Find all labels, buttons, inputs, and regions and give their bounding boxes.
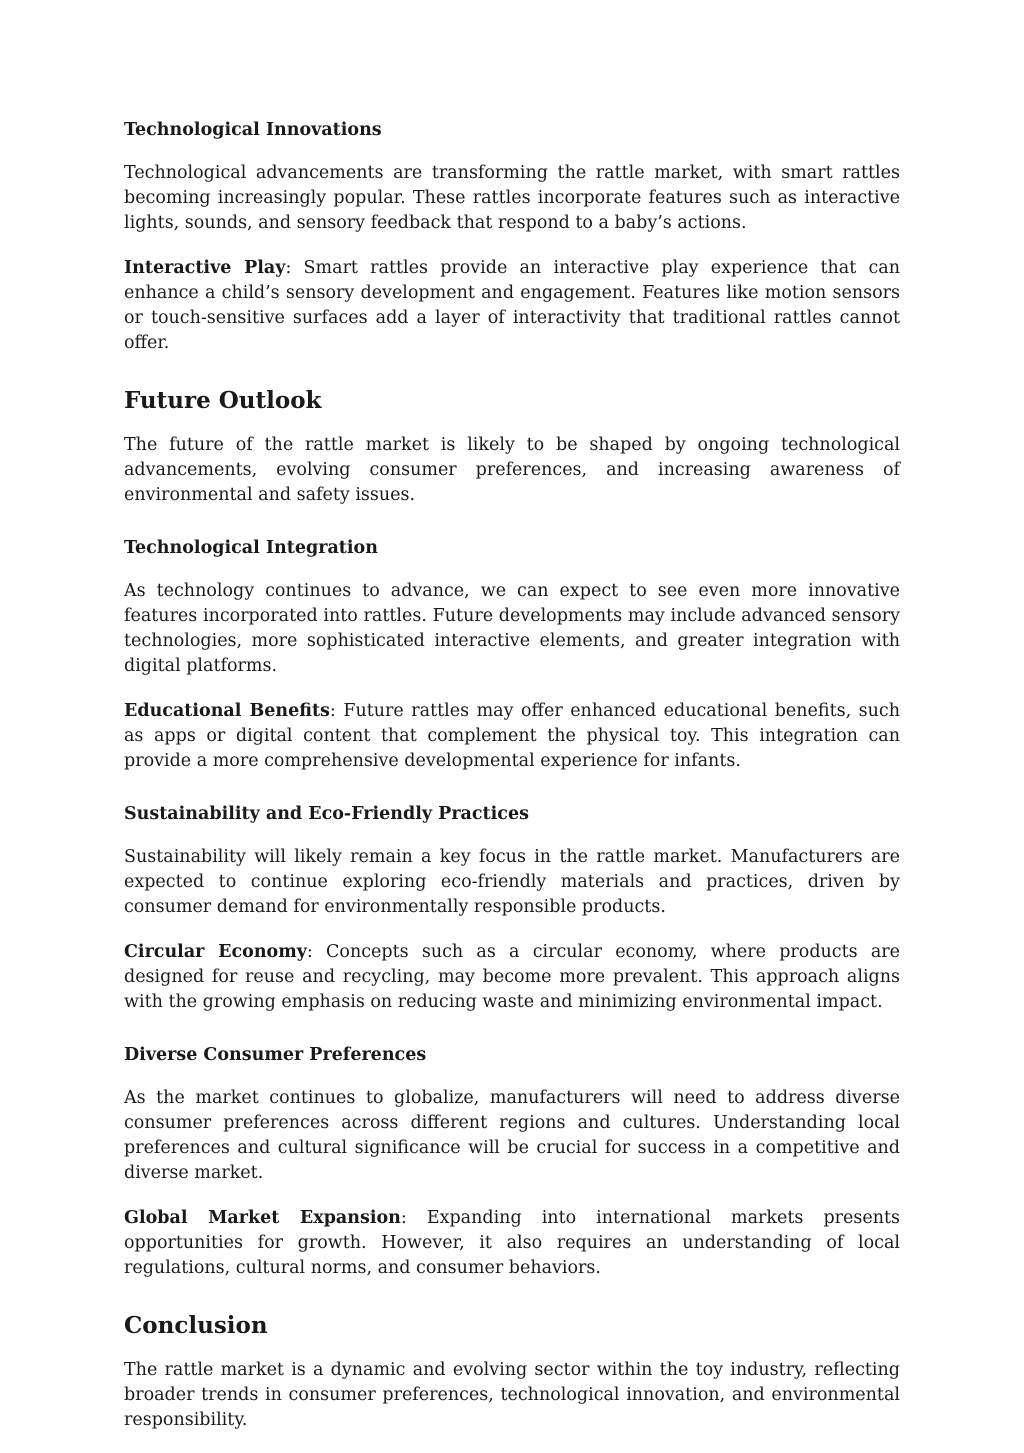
paragraph: The rattle market is a dynamic and evolving sector within the toy industry, reflecting broader trends in consumer preferences, technological innovation, and environmental responsibility. [124, 1360, 900, 1430]
paragraph [124, 256, 900, 356]
section-heading-sustainability: Sustainability and Eco-Friendly Practices [124, 804, 529, 824]
section-heading-technological-integration: Technological Integration [124, 538, 378, 558]
paragraph: As the market continues to globalize, manufacturers will need to address diverse consumer preferences across different regions and cultures. Understanding local preferences and cultural significance will be crucial for success in a competitive and diverse market. [124, 1088, 900, 1183]
paragraph [124, 1206, 900, 1281]
section-heading-technological-innovations: Technological Innovations [124, 120, 382, 140]
paragraph-text: : Smart rattles provide an interactive play experience that can enhance a child’s sensory development and engagement. Features like motion sensors or touch-sensitive surfaces add a layer of interactivity that traditional rattles cannot offer. [124, 258, 900, 353]
paragraph-lead-term: Circular Economy [124, 942, 307, 962]
section-heading-diverse-consumer-preferences: Diverse Consumer Preferences [124, 1045, 427, 1065]
paragraph [124, 940, 900, 1015]
paragraph: The future of the rattle market is likely to be shaped by ongoing technological advancements, evolving consumer preferences, and increasing awareness of environmental and safety issues. [124, 435, 900, 505]
paragraph-text: : Concepts such as a circular economy, where products are designed for reuse and recycling, may become more prevalent. This approach aligns with the growing emphasis on reducing waste and minimizing environmental impact. [124, 942, 900, 1012]
document-page [124, 118, 900, 1453]
paragraph-lead-term: Educational Benefits [124, 701, 330, 721]
paragraph: As technology continues to advance, we can expect to see even more innovative features incorporated into rattles. Future developments may include advanced sensory technologies, more sophisticated interactive elements, and greater integration with digital platforms. [124, 581, 900, 676]
section-heading-future-outlook: Future Outlook [124, 387, 322, 414]
paragraph-text: : Future rattles may offer enhanced educational benefits, such as apps or digital content that complement the physical toy. This integration can provide a more comprehensive developmental experience for infants. [124, 701, 900, 771]
paragraph-lead-term: Interactive Play [124, 258, 286, 278]
section-heading-conclusion: Conclusion [124, 1312, 268, 1339]
paragraph-text: : Expanding into international markets presents opportunities for growth. However, it also requires an understanding of local regulations, cultural norms, and consumer behaviors. [124, 1208, 900, 1278]
paragraph: Sustainability will likely remain a key focus in the rattle market. Manufacturers are expected to continue exploring eco-friendly materials and practices, driven by consumer demand for environmentally responsible products. [124, 847, 900, 917]
paragraph-lead-term: Global Market Expansion [124, 1208, 401, 1228]
paragraph: Technological advancements are transforming the rattle market, with smart rattles becoming increasingly popular. These rattles incorporate features such as interactive lights, sounds, and sensory feedback that respond to a baby’s actions. [124, 163, 900, 233]
paragraph [124, 699, 900, 774]
